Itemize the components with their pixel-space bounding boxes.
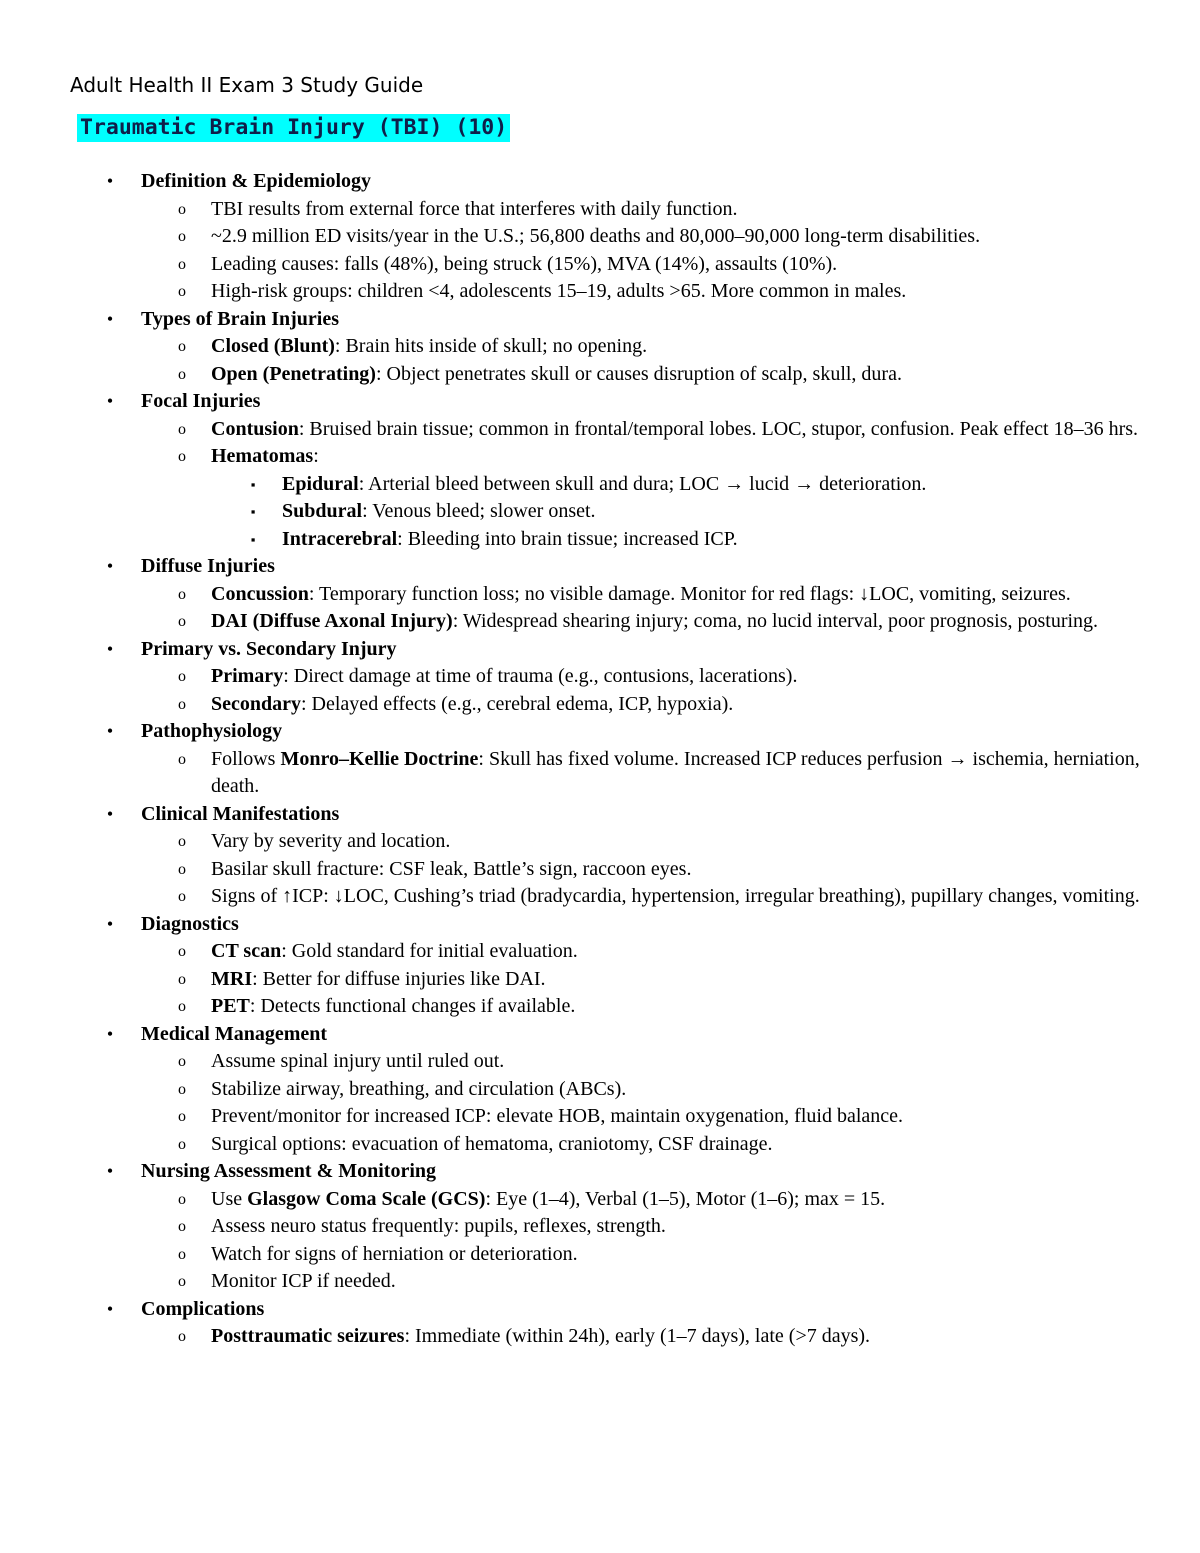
item-term: CT scan	[211, 940, 282, 962]
topic-heading	[0, 1296, 1200, 1324]
topic-title: Primary vs. Secondary Injury	[141, 637, 397, 660]
sub-bullet-marker: o	[178, 1245, 186, 1263]
bullet-marker: •	[106, 1023, 114, 1044]
list-item	[0, 361, 1200, 389]
sub-bullet-marker: o	[178, 1328, 186, 1345]
sub-bullet-marker: o	[178, 943, 186, 960]
list-item	[0, 1213, 1200, 1241]
topic-heading	[0, 388, 1200, 416]
list-item	[0, 278, 1200, 306]
topic-heading	[0, 801, 1200, 829]
sub-bullet-marker: o	[178, 833, 186, 850]
document-title: Adult Health II Exam 3 Study Guide	[70, 73, 424, 97]
item-term: Intracerebral	[282, 527, 398, 550]
item-text: Assume spinal injury until ruled out.	[211, 1050, 505, 1072]
list-item	[0, 663, 1200, 691]
list-item	[0, 993, 1200, 1021]
sub-bullet-marker: o	[178, 695, 186, 713]
item-term: Concussion	[211, 582, 309, 605]
list-item	[0, 856, 1200, 884]
list-item	[0, 1103, 1200, 1131]
item-text: Basilar skull fracture: CSF leak, Battle’s sign, raccoon eyes.	[211, 857, 692, 880]
topic-title: Diagnostics	[141, 912, 239, 935]
item-text: : Arterial bleed between skull and dura; LOC → lucid → deterioration.	[358, 472, 927, 495]
sub-bullet-marker: o	[178, 1218, 186, 1235]
list-item	[0, 1323, 1200, 1351]
sub-bullet-marker: o	[178, 283, 186, 300]
item-term: Primary	[211, 665, 284, 687]
item-term: DAI (Diffuse Axonal Injury)	[211, 610, 453, 632]
sub-bullet-marker: o	[178, 1135, 186, 1153]
list-item	[0, 1076, 1200, 1104]
sub-bullet-marker: o	[178, 750, 186, 768]
topic-title: Focal Injuries	[141, 390, 261, 412]
list-item	[0, 1186, 1200, 1214]
item-term: Secondary	[211, 692, 301, 715]
item-text: : Object penetrates skull or causes disruption of scalp, skull, dura.	[375, 362, 902, 385]
sub-bullet-marker: o	[178, 998, 186, 1015]
list-item	[0, 1131, 1200, 1159]
item-text: :	[313, 445, 319, 467]
item-text: : Brain hits inside of skull; no opening.	[334, 335, 648, 357]
item-text: Prevent/monitor for increased ICP: elevate HOB, maintain oxygenation, fluid balance.	[211, 1105, 904, 1127]
item-text: Vary by severity and location.	[211, 830, 451, 852]
topic-title: Medical Management	[141, 1022, 328, 1045]
sub-bullet-marker: o	[178, 1080, 186, 1098]
sub-bullet-marker: o	[178, 970, 186, 988]
item-text: : Detects functional changes if available.	[249, 995, 576, 1017]
item-term: Contusion	[211, 417, 299, 440]
topic-heading	[0, 553, 1200, 581]
sub-bullet-marker: o	[178, 448, 186, 465]
bullet-marker: •	[106, 391, 114, 411]
list-item	[0, 1268, 1200, 1296]
item-term: Glasgow Coma Scale (GCS)	[247, 1187, 486, 1210]
nested-list-item	[0, 526, 1200, 554]
topic-title: Nursing Assessment & Monitoring	[141, 1160, 437, 1182]
bullet-marker: •	[106, 1298, 114, 1319]
item-text: Monitor ICP if needed.	[211, 1270, 396, 1292]
item-text: : Delayed effects (e.g., cerebral edema, ICP, hypoxia).	[301, 692, 734, 715]
item-term: Posttraumatic seizures	[211, 1325, 405, 1347]
nested-list-item	[0, 498, 1200, 526]
outline-list	[0, 168, 1200, 1351]
item-prefix: Follows	[211, 747, 281, 770]
item-text: : Eye (1–4), Verbal (1–5), Motor (1–6); max = 15.	[485, 1187, 886, 1210]
item-text: Signs of ↑ICP: ↓LOC, Cushing’s triad (bradycardia, hypertension, irregular breathing), pupillary changes, vomiting.	[211, 885, 1140, 907]
list-item	[0, 746, 1200, 801]
item-text: High-risk groups: children <4, adolescents 15–19, adults >65. More common in males.	[211, 280, 907, 302]
list-item	[0, 691, 1200, 719]
item-text: : Widespread shearing injury; coma, no lucid interval, poor prognosis, posturing.	[452, 610, 1099, 632]
list-item	[0, 196, 1200, 224]
item-text: Leading causes: falls (48%), being struck (15%), MVA (14%), assaults (10%).	[211, 252, 838, 275]
list-item	[0, 581, 1200, 609]
bullet-marker: •	[106, 638, 114, 659]
item-text: Watch for signs of herniation or deterioration.	[211, 1242, 578, 1265]
topic-title: Complications	[141, 1297, 265, 1320]
item-text: Assess neuro status frequently: pupils, reflexes, strength.	[211, 1215, 666, 1237]
sub-bullet-marker: o	[178, 420, 186, 438]
sub-bullet-marker: o	[178, 365, 186, 383]
item-term: MRI	[211, 967, 253, 990]
sub-bullet-marker: o	[178, 613, 186, 630]
topic-heading	[0, 168, 1200, 196]
item-text: Stabilize airway, breathing, and circulation (ABCs).	[211, 1077, 627, 1100]
topic-heading	[0, 718, 1200, 746]
bullet-marker: •	[106, 1161, 114, 1181]
item-term: Closed (Blunt)	[211, 335, 335, 357]
sub-bullet-marker: o	[178, 1108, 186, 1125]
topic-heading	[0, 306, 1200, 334]
bullet-marker: •	[106, 556, 114, 576]
sub-bullet-marker: o	[178, 585, 186, 603]
list-item	[0, 223, 1200, 251]
topic-heading	[0, 911, 1200, 939]
topic-heading	[0, 636, 1200, 664]
sub-bullet-marker: o	[178, 200, 186, 218]
list-item	[0, 608, 1200, 636]
item-text: : Temporary function loss; no visible damage. Monitor for red flags: ↓LOC, vomiting, seizures.	[308, 582, 1071, 605]
bullet-marker: •	[106, 721, 114, 741]
item-text: : Better for diffuse injuries like DAI.	[252, 967, 546, 990]
topic-heading	[0, 1158, 1200, 1186]
item-text: TBI results from external force that interferes with daily function.	[211, 197, 738, 220]
sub-bullet-marker: o	[178, 860, 186, 878]
list-item	[0, 883, 1200, 911]
bullet-marker: •	[106, 171, 114, 191]
topic-title: Definition & Epidemiology	[141, 170, 372, 192]
topic-heading	[0, 1021, 1200, 1049]
item-term: Epidural	[282, 472, 359, 495]
list-item	[0, 938, 1200, 966]
topic-title: Pathophysiology	[141, 720, 283, 742]
item-text: : Venous bleed; slower onset.	[362, 500, 596, 522]
square-bullet-marker: ▪	[250, 531, 256, 547]
item-text: Surgical options: evacuation of hematoma, craniotomy, CSF drainage.	[211, 1132, 773, 1155]
sub-bullet-marker: o	[178, 1190, 186, 1208]
item-text: : Bleeding into brain tissue; increased ICP.	[397, 527, 738, 550]
list-item	[0, 333, 1200, 361]
sub-bullet-marker: o	[178, 1273, 186, 1290]
item-text: : Bruised brain tissue; common in frontal/temporal lobes. LOC, stupor, confusion. Peak effect 18–36 hrs.	[298, 417, 1139, 440]
sub-bullet-marker: o	[178, 255, 186, 273]
item-term: Hematomas	[211, 445, 314, 467]
item-text: : Skull has fixed volume. Increased ICP reduces perfusion → ischemia, herniation, death.	[211, 747, 1140, 797]
item-term: PET	[211, 995, 250, 1017]
item-prefix: Use	[211, 1187, 248, 1210]
sub-bullet-marker: o	[178, 338, 186, 355]
list-item	[0, 443, 1200, 471]
list-item	[0, 1048, 1200, 1076]
bullet-marker: •	[106, 308, 114, 329]
sub-bullet-marker: o	[178, 668, 186, 685]
list-item	[0, 416, 1200, 444]
list-item	[0, 251, 1200, 279]
sub-bullet-marker: o	[178, 228, 186, 245]
sub-bullet-marker: o	[178, 888, 186, 905]
item-term: Monro–Kellie Doctrine	[280, 747, 479, 770]
sub-bullet-marker: o	[178, 1053, 186, 1070]
list-item	[0, 966, 1200, 994]
bullet-marker: •	[106, 913, 114, 934]
square-bullet-marker: ▪	[250, 476, 256, 492]
topic-title: Types of Brain Injuries	[141, 307, 339, 330]
nested-list-item	[0, 471, 1200, 499]
item-term: Subdural	[282, 500, 363, 522]
item-text: : Immediate (within 24h), early (1–7 days), late (>7 days).	[404, 1325, 871, 1347]
list-item	[0, 1241, 1200, 1269]
square-bullet-marker: ▪	[250, 504, 256, 519]
item-text: : Direct damage at time of trauma (e.g., contusions, lacerations).	[283, 665, 798, 687]
item-text: : Gold standard for initial evaluation.	[281, 940, 578, 962]
item-text: ~2.9 million ED visits/year in the U.S.; 56,800 deaths and 80,000–90,000 long-term disabilities.	[211, 225, 981, 247]
topic-title: Diffuse Injuries	[141, 555, 275, 577]
bullet-marker: •	[106, 803, 114, 824]
section-heading: Traumatic Brain Injury (TBI) (10)	[77, 114, 510, 142]
item-term: Open (Penetrating)	[211, 362, 376, 385]
list-item	[0, 828, 1200, 856]
topic-title: Clinical Manifestations	[141, 802, 340, 825]
